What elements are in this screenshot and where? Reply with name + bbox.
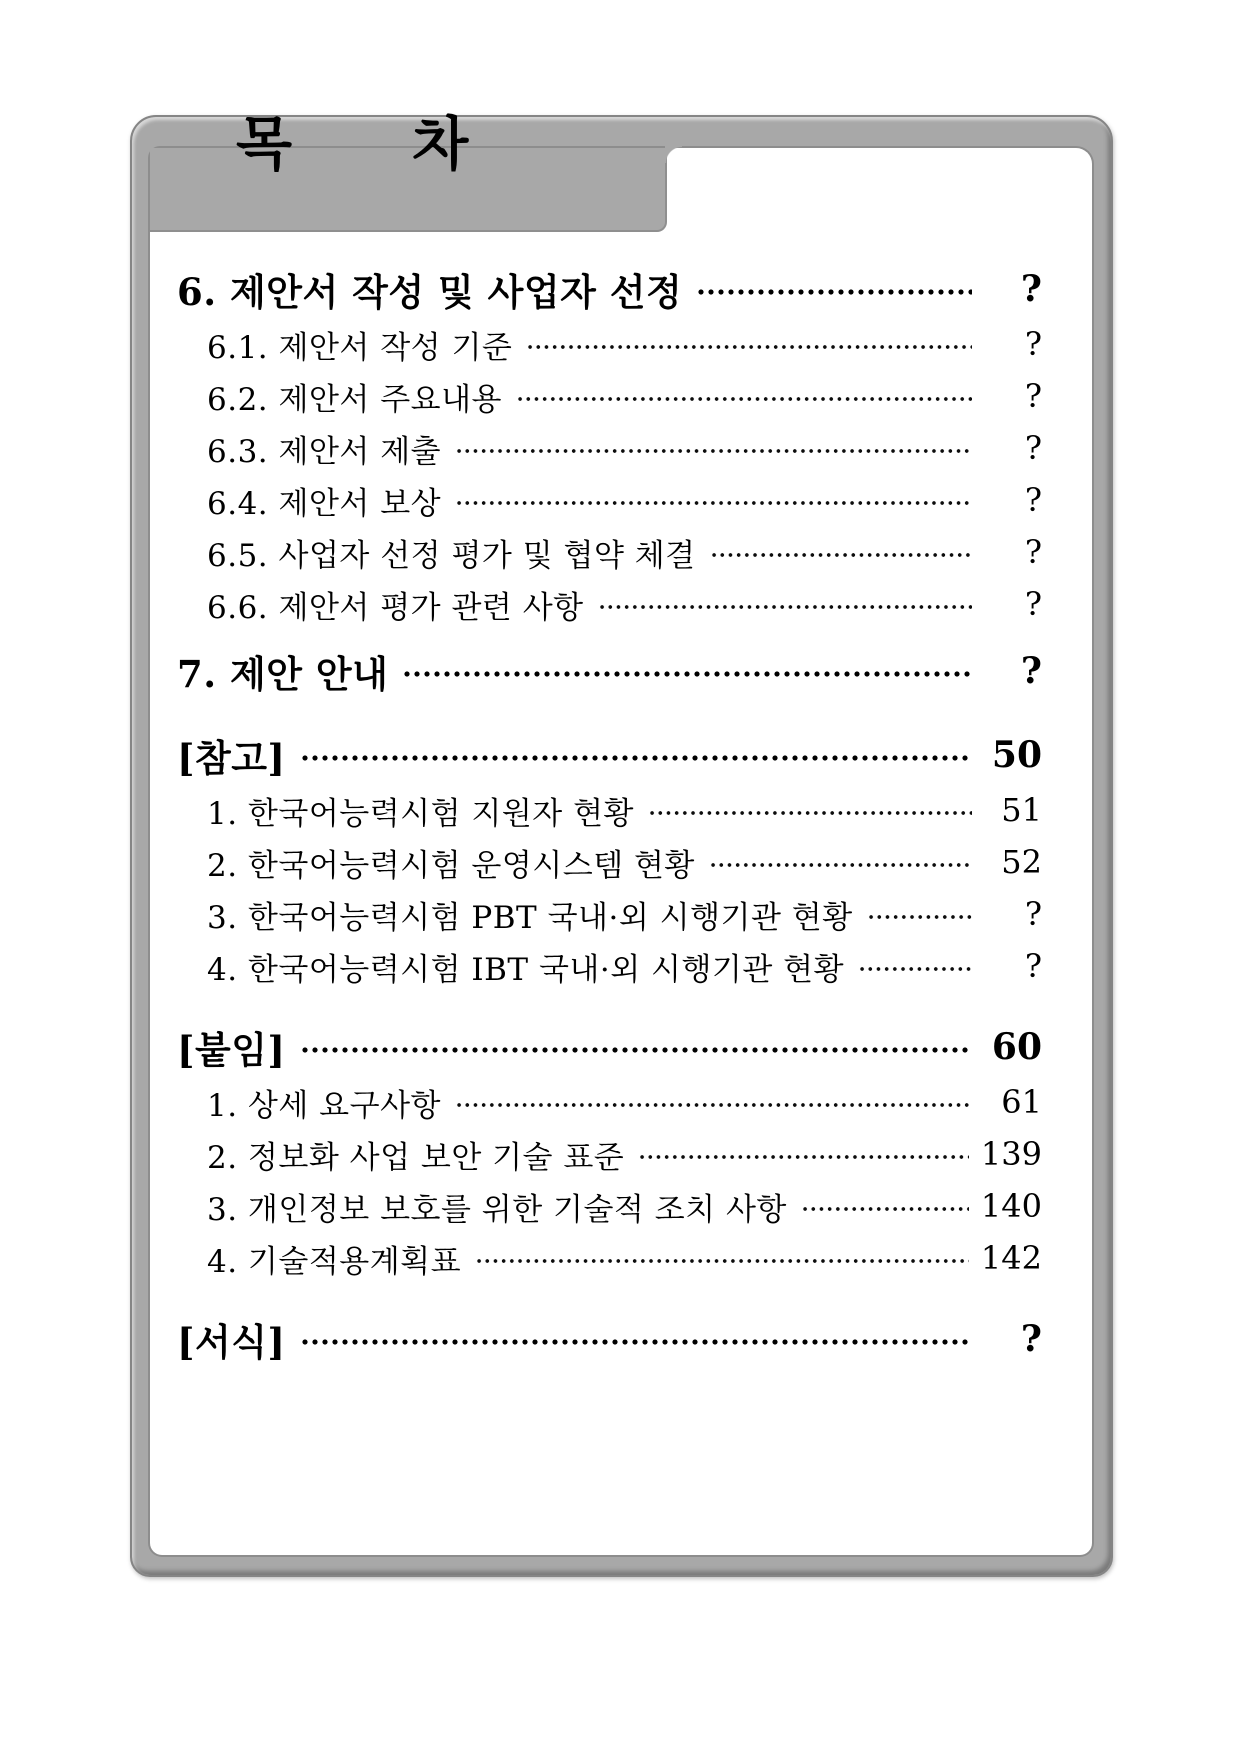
toc-entry-page: ?: [1024, 377, 1042, 415]
toc-leader-dots: [867, 888, 972, 940]
toc-entry: [177, 370, 1042, 422]
toc-entry: [177, 1180, 1042, 1232]
toc-entry: [177, 474, 1042, 526]
toc-list: [177, 260, 1042, 1368]
toc-leader-dots: [709, 836, 972, 888]
toc-entry: [177, 318, 1042, 370]
toc-entry-page: 50: [991, 734, 1042, 776]
toc-leader-dots: [696, 260, 972, 318]
toc-entry-label: 6.4. 제안서 보상: [207, 485, 442, 522]
toc-entry-page: ?: [1020, 650, 1042, 692]
toc-entry: [177, 836, 1042, 888]
toc-entry: [177, 1128, 1042, 1180]
toc-entry: [177, 784, 1042, 836]
toc-entry-page: ?: [1024, 481, 1042, 519]
toc-entry-label: 6.1. 제안서 작성 기준: [207, 329, 513, 366]
toc-leader-dots: [300, 726, 973, 784]
toc-entry-label: 6.6. 제안서 평가 관련 사항: [207, 589, 584, 626]
toc-entry-label: 2. 한국어능력시험 운영시스템 현황: [207, 847, 695, 884]
toc-leader-dots: [475, 1232, 969, 1284]
toc-entry-label: 1. 상세 요구사항: [207, 1087, 441, 1124]
toc-entry-label: [붙임]: [177, 1028, 286, 1072]
toc-entry-page: 52: [1001, 843, 1042, 881]
toc-leader-dots: [648, 784, 972, 836]
toc-entry-label: 3. 개인정보 보호를 위한 기술적 조치 사항: [207, 1191, 787, 1228]
toc-entry-page: ?: [1024, 895, 1042, 933]
toc-leader-dots: [526, 318, 972, 370]
toc-entry-label: 7. 제안 안내: [177, 652, 389, 696]
toc-entry: [177, 260, 1042, 318]
toc-entry-page: ?: [1024, 585, 1042, 623]
toc-leader-dots: [858, 940, 972, 992]
toc-entry-label: 6.2. 제안서 주요내용: [207, 381, 502, 418]
toc-entry-label: [서식]: [177, 1320, 286, 1364]
toc-entry-label: 6.5. 사업자 선정 평가 및 협약 체결: [207, 537, 696, 574]
toc-leader-dots: [801, 1180, 969, 1232]
toc-entry: [177, 888, 1042, 940]
toc-entry-label: 3. 한국어능력시험 PBT 국내·외 시행기관 현황: [207, 899, 853, 936]
toc-leader-dots: [455, 422, 972, 474]
toc-entry: [177, 578, 1042, 630]
toc-leader-dots: [638, 1128, 969, 1180]
toc-entry: [177, 526, 1042, 578]
toc-entry-page: 61: [1001, 1083, 1042, 1121]
toc-entry-label: 6. 제안서 작성 및 사업자 선정: [177, 270, 683, 314]
toc-entry: [177, 1232, 1042, 1284]
toc-content-panel: [150, 148, 1092, 1555]
toc-entry-page: 139: [980, 1135, 1042, 1173]
toc-entry-page: ?: [1020, 1318, 1042, 1360]
toc-entry-label: 1. 한국어능력시험 지원자 현황: [207, 795, 634, 832]
toc-entry-page: ?: [1024, 533, 1042, 571]
toc-entry-label: 4. 한국어능력시험 IBT 국내·외 시행기관 현황: [207, 951, 845, 988]
toc-entry: [177, 642, 1042, 700]
toc-leader-dots: [598, 578, 972, 630]
toc-entry-label: 6.3. 제안서 제출: [207, 433, 442, 470]
toc-entry-page: ?: [1024, 429, 1042, 467]
toc-entry-page: 51: [1001, 791, 1042, 829]
toc-leader-dots: [300, 1018, 973, 1076]
toc-entry-page: ?: [1024, 325, 1042, 363]
toc-frame: [130, 110, 1113, 1577]
toc-entry: [177, 1018, 1042, 1076]
toc-entry-page: 60: [991, 1026, 1042, 1068]
toc-leader-dots: [402, 642, 972, 700]
toc-leader-dots: [455, 1076, 972, 1128]
toc-leader-dots: [455, 474, 972, 526]
toc-entry: [177, 1310, 1042, 1368]
toc-entry: [177, 422, 1042, 474]
toc-entry-label: [참고]: [177, 736, 286, 780]
toc-entry: [177, 1076, 1042, 1128]
toc-entry-label: 4. 기술적용계획표: [207, 1243, 462, 1280]
toc-entry: [177, 726, 1042, 784]
toc-entry-page: 140: [980, 1187, 1042, 1225]
toc-entry-page: ?: [1020, 268, 1042, 310]
toc-entry: [177, 940, 1042, 992]
toc-leader-dots: [300, 1310, 973, 1368]
toc-entry-page: ?: [1024, 947, 1042, 985]
toc-leader-dots: [710, 526, 972, 578]
toc-entry-page: 142: [980, 1239, 1042, 1277]
toc-entry-label: 2. 정보화 사업 보안 기술 표준: [207, 1139, 625, 1176]
toc-leader-dots: [516, 370, 972, 422]
page-title: 목 차: [236, 110, 471, 178]
